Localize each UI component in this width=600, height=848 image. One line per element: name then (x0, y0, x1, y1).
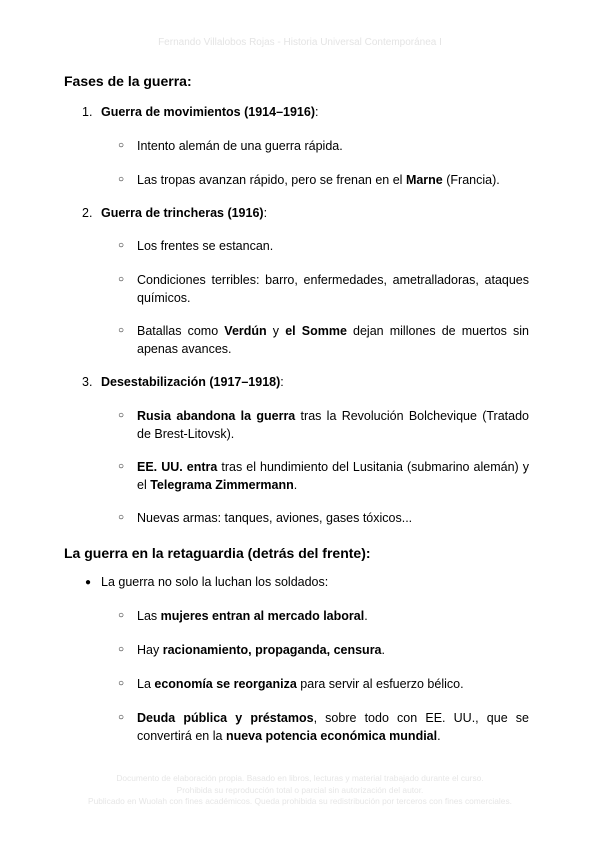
section-title-fases: Fases de la guerra: (64, 73, 192, 89)
page-header: Fernando Villalobos Rojas - Historia Universal Contemporánea I (158, 37, 442, 48)
list-item: Las tropas avanzan rápido, pero se frenan en el Marne (Francia). (137, 173, 500, 187)
section-title-retaguardia: La guerra en la retaguardia (detrás del frente): (64, 545, 371, 561)
circle-bullet-icon: ○ (118, 410, 125, 421)
disc-bullet-icon: ● (85, 577, 92, 588)
list-item: Rusia abandona la guerra tras la Revolución Bolchevique (Tratado de Brest-Litovsk). (137, 409, 529, 441)
circle-bullet-icon: ○ (118, 512, 125, 523)
circle-bullet-icon: ○ (118, 712, 125, 723)
list-item: Batallas como Verdún y el Somme dejan millones de muertos sin apenas avances. (137, 324, 530, 356)
list-item: Hay racionamiento, propaganda, censura. (137, 643, 385, 657)
list-item: La economía se reorganiza para servir al esfuerzo bélico. (137, 677, 464, 691)
phase-2-heading: 2. Guerra de trincheras (1916): (82, 206, 268, 220)
list-item: Los frentes se estancan. (137, 239, 274, 253)
list-item: Deuda pública y préstamos, sobre todo con EE. UU., que se convertirá en la nueva potencia económica mundial. (137, 711, 529, 743)
circle-bullet-icon: ○ (118, 274, 125, 285)
circle-bullet-icon: ○ (118, 678, 125, 689)
page-footer: Documento de elaboración propia. Basado en libros, lecturas y material trabajado durante el curso. Prohibida su reproducción total o parcial sin autorización del autor. Publicado en Wuolah con fines académicos. Queda prohibida su redistribución por terceros con fines comerciales. (88, 773, 512, 806)
circle-bullet-icon: ○ (118, 461, 125, 472)
circle-bullet-icon: ○ (118, 610, 125, 621)
circle-bullet-icon: ○ (118, 325, 125, 336)
list-item: Condiciones terribles: barro, enfermedades, ametralladoras, ataques químicos. (137, 273, 529, 305)
phase-3-heading: 3. Desestabilización (1917–1918): (82, 375, 284, 389)
circle-bullet-icon: ○ (118, 174, 125, 185)
bullet-text: La guerra no solo la luchan los soldados: (101, 575, 329, 589)
circle-bullet-icon: ○ (118, 140, 125, 151)
phase-1-heading: 1. Guerra de movimientos (1914–1916): (82, 105, 319, 119)
list-item: EE. UU. entra tras el hundimiento del Lusitania (submarino alemán) y el Telegrama Zimmermann. (137, 460, 529, 492)
circle-bullet-icon: ○ (118, 240, 125, 251)
circle-bullet-icon: ○ (118, 644, 125, 655)
list-item: Las mujeres entran al mercado laboral. (137, 609, 368, 623)
list-item: Nuevas armas: tanques, aviones, gases tóxicos... (137, 511, 413, 525)
list-item: Intento alemán de una guerra rápida. (137, 139, 343, 153)
